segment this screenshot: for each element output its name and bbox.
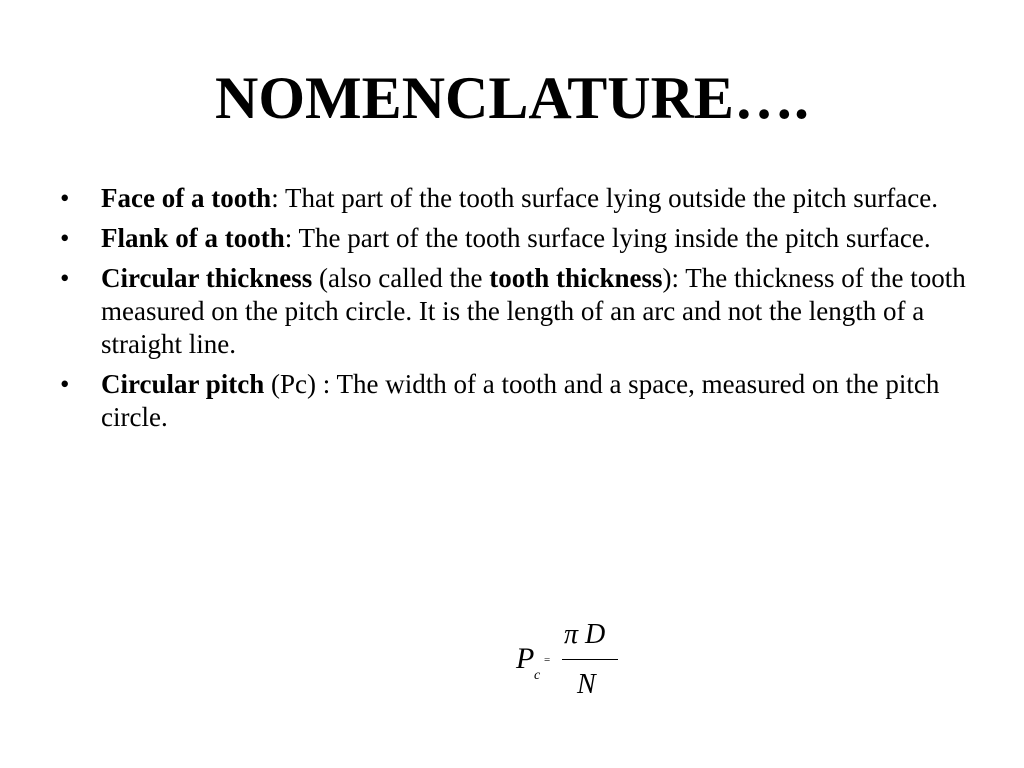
bullet-flank-of-tooth	[60, 222, 970, 255]
bullet-marker: •	[60, 183, 70, 213]
definition-flank-of-tooth: : The part of the tooth surface lying inside the pitch surface.	[284, 223, 931, 253]
definition-circular-pitch: (Pc) : The width of a tooth and a space, measured on the pitch circle.	[101, 369, 940, 432]
term-circular-pitch: Circular pitch	[101, 369, 265, 399]
circular-pitch-formula	[516, 618, 626, 708]
slide-title: NOMENCLATURE….	[215, 65, 809, 131]
bullet-circular-thickness	[60, 262, 970, 361]
term-face-of-tooth: Face of a tooth	[101, 183, 272, 213]
bullet-marker: •	[60, 369, 70, 399]
definition-face-of-tooth: : That part of the tooth surface lying outside the pitch surface.	[271, 183, 939, 213]
term-tooth-thickness: tooth thickness	[489, 263, 663, 293]
definition-circular-thickness-part1: (also called the	[312, 263, 490, 293]
bullet-marker: •	[60, 223, 70, 253]
formula-equals: =	[544, 654, 551, 666]
bullet-face-of-tooth	[60, 182, 970, 215]
bullet-marker: •	[60, 263, 70, 293]
formula-denominator: N	[577, 669, 596, 700]
bullet-circular-pitch	[60, 368, 970, 434]
bullet-list	[60, 182, 970, 441]
formula-lhs-subscript: c	[534, 668, 541, 683]
term-flank-of-tooth: Flank of a tooth	[101, 223, 285, 253]
formula-lhs: P	[516, 642, 535, 675]
term-circular-thickness: Circular thickness	[101, 263, 313, 293]
formula-numerator: π D	[564, 619, 606, 650]
formula-fraction-bar	[562, 659, 618, 660]
definition-circular-thickness-part2: ): The thickness of the tooth measured on the pitch circle. It is the length of an arc and not the length of a straight line.	[101, 263, 966, 359]
